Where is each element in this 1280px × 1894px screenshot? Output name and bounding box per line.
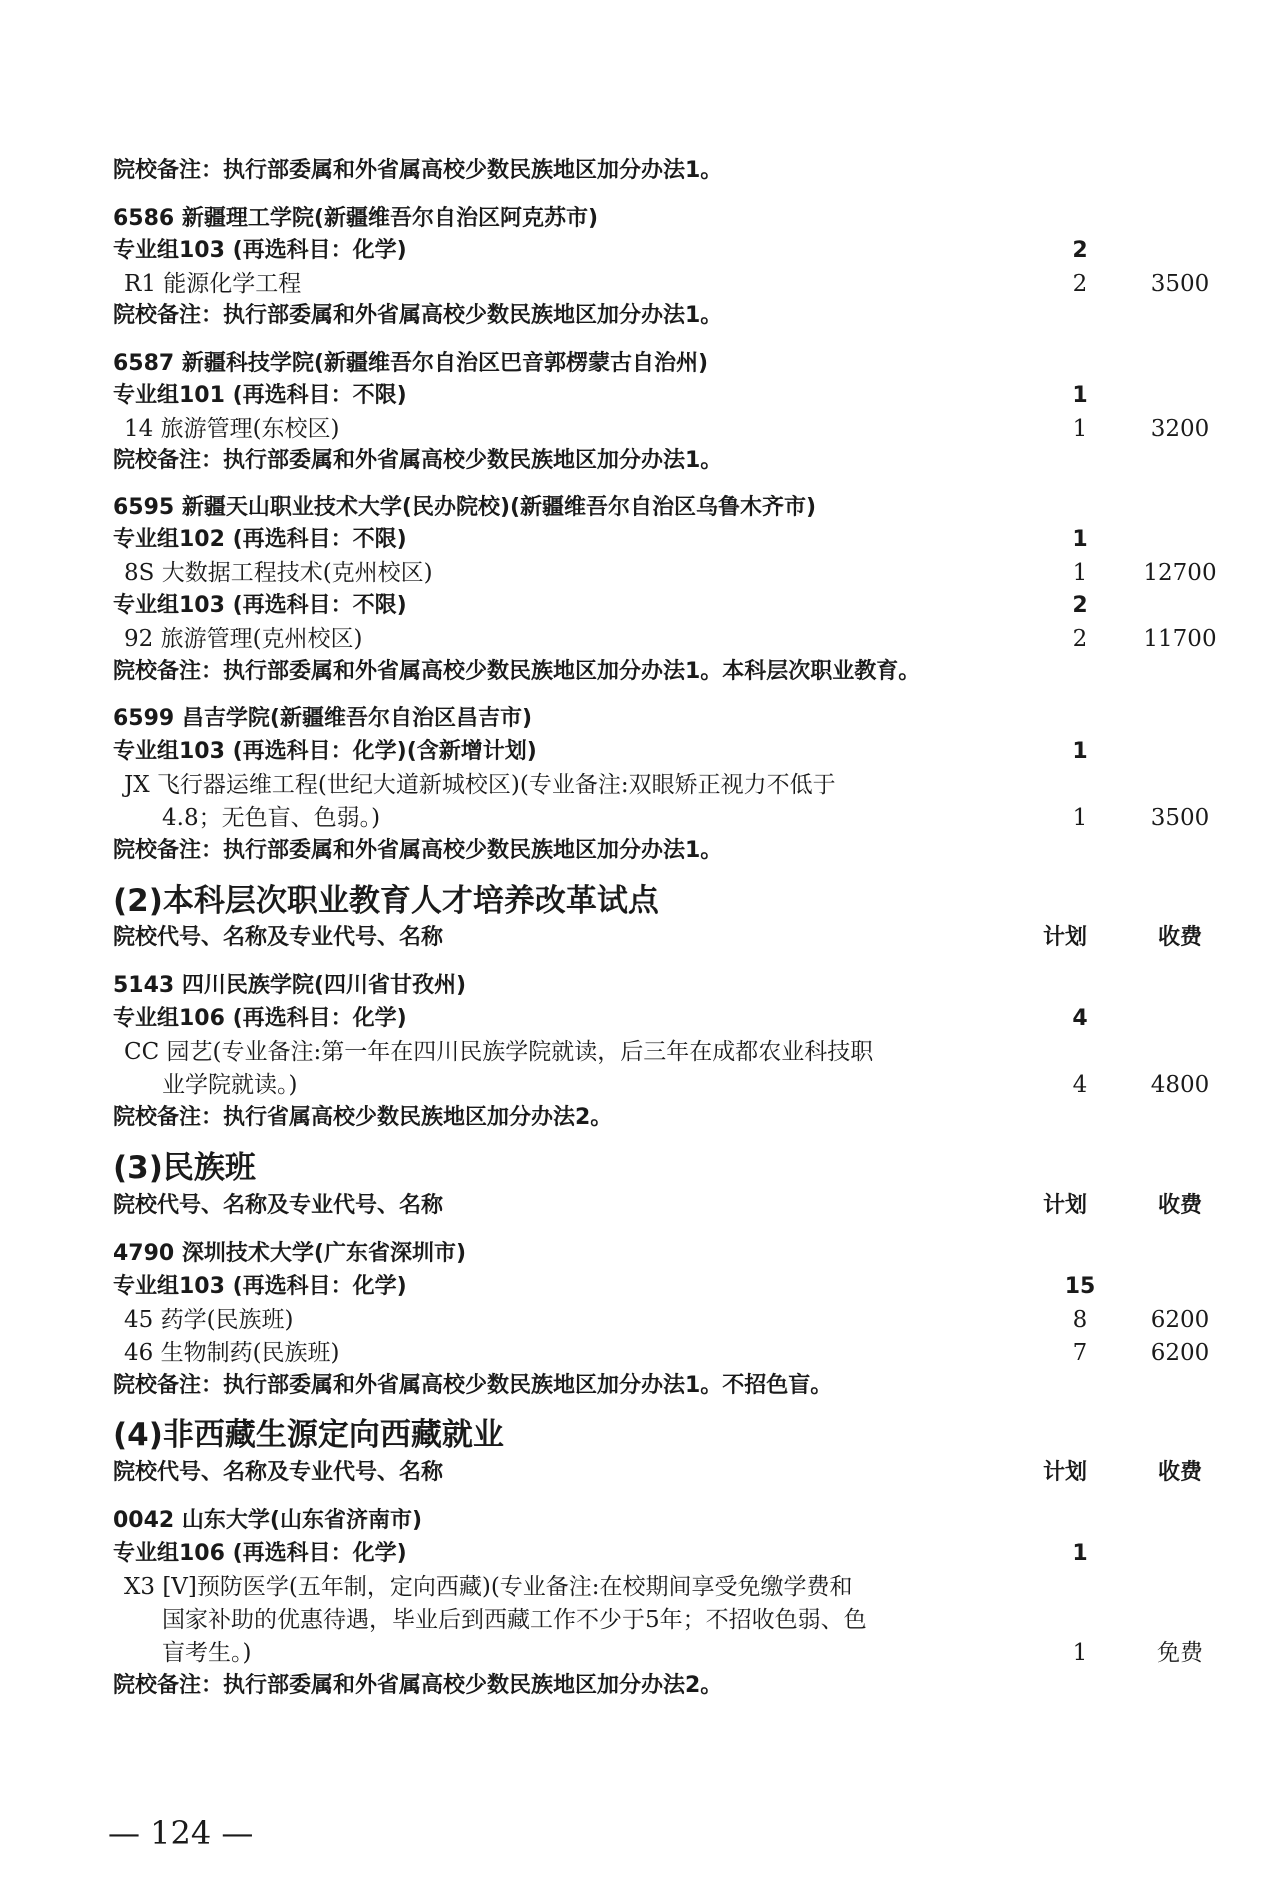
school-name: 4790 深圳技术大学(广东省深圳市) xyxy=(113,1241,466,1266)
major-group-row xyxy=(0,736,1280,768)
major-plan: 8 xyxy=(1072,1307,1088,1333)
major-row xyxy=(0,413,1280,445)
major-group-row xyxy=(0,1271,1280,1303)
school-heading xyxy=(0,492,1280,524)
school-heading xyxy=(0,703,1280,735)
column-header xyxy=(0,922,1280,954)
note-text: 院校备注：执行部委属和外省属高校少数民族地区加分办法1。不招色盲。 xyxy=(113,1373,833,1398)
school-heading xyxy=(0,203,1280,235)
major-group-row xyxy=(0,524,1280,556)
note-text: 院校备注：执行省属高校少数民族地区加分办法2。 xyxy=(113,1105,613,1130)
major-row xyxy=(0,557,1280,589)
school-note xyxy=(0,656,1280,688)
school-note xyxy=(0,1370,1280,1402)
major-group-count: 1 xyxy=(1072,1541,1088,1566)
column-header-name: 院校代号、名称及专业代号、名称 xyxy=(113,1193,444,1218)
column-header-plan: 计划 xyxy=(1042,1193,1087,1218)
major-group-count: 1 xyxy=(1072,739,1088,764)
column-header-name: 院校代号、名称及专业代号、名称 xyxy=(113,925,444,950)
major-name: 45 药学(民族班) xyxy=(124,1307,294,1333)
note-text: 院校备注：执行部委属和外省属高校少数民族地区加分办法2。 xyxy=(113,1673,723,1698)
section-title: (2)本科层次职业教育人才培养改革试点 xyxy=(113,883,659,919)
major-row-continued xyxy=(0,1604,1280,1636)
note-text: 院校备注：执行部委属和外省属高校少数民族地区加分办法1。 xyxy=(113,303,723,328)
major-group-count: 2 xyxy=(1072,238,1088,263)
school-heading xyxy=(0,1238,1280,1270)
major-row xyxy=(0,623,1280,655)
major-name: 8S 大数据工程技术(克州校区) xyxy=(124,560,433,586)
major-name: X3 [V]预防医学(五年制，定向西藏)(专业备注:在校期间享受免缴学费和 xyxy=(124,1574,853,1600)
column-header-fee: 收费 xyxy=(1157,1460,1202,1485)
page-number: — 124 — xyxy=(108,1814,254,1852)
major-row-continued xyxy=(0,1069,1280,1101)
major-fee: 6200 xyxy=(1150,1307,1210,1333)
major-name-continued: 业学院就读。) xyxy=(162,1072,298,1098)
school-name: 6587 新疆科技学院(新疆维吾尔自治区巴音郭楞蒙古自治州) xyxy=(113,351,709,376)
major-row xyxy=(0,268,1280,300)
school-name: 5143 四川民族学院(四川省甘孜州) xyxy=(113,973,466,998)
column-header-name: 院校代号、名称及专业代号、名称 xyxy=(113,1460,444,1485)
school-note xyxy=(0,300,1280,332)
major-group-count: 1 xyxy=(1072,383,1088,408)
major-group-label: 专业组103 (再选科目：化学)(含新增计划) xyxy=(113,739,537,764)
note-text: 院校备注：执行部委属和外省属高校少数民族地区加分办法1。 xyxy=(113,158,723,183)
major-fee: 3500 xyxy=(1150,271,1210,297)
school-note xyxy=(0,155,1280,187)
major-row xyxy=(0,769,1280,801)
major-name-continued: 盲考生。) xyxy=(162,1640,252,1666)
major-group-count: 4 xyxy=(1072,1006,1088,1031)
school-name: 6595 新疆天山职业技术大学(民办院校)(新疆维吾尔自治区乌鲁木齐市) xyxy=(113,495,817,520)
major-plan: 7 xyxy=(1072,1340,1088,1366)
school-heading xyxy=(0,970,1280,1002)
major-group-row xyxy=(0,380,1280,412)
major-plan: 1 xyxy=(1072,1640,1088,1666)
major-fee: 免费 xyxy=(1157,1640,1203,1666)
major-group-row xyxy=(0,590,1280,622)
major-group-label: 专业组106 (再选科目：化学) xyxy=(113,1541,407,1566)
school-note xyxy=(0,1670,1280,1702)
major-name: 46 生物制药(民族班) xyxy=(124,1340,340,1366)
major-row xyxy=(0,1036,1280,1068)
major-group-row xyxy=(0,1538,1280,1570)
school-heading xyxy=(0,348,1280,380)
major-fee: 4800 xyxy=(1150,1072,1210,1098)
major-plan: 4 xyxy=(1072,1072,1088,1098)
school-name: 0042 山东大学(山东省济南市) xyxy=(113,1508,422,1533)
major-group-count: 15 xyxy=(1064,1274,1096,1299)
major-plan: 2 xyxy=(1072,271,1088,297)
major-name-continued: 4.8；无色盲、色弱。) xyxy=(162,805,381,831)
major-fee: 12700 xyxy=(1143,560,1217,586)
note-text: 院校备注：执行部委属和外省属高校少数民族地区加分办法1。本科层次职业教育。 xyxy=(113,659,921,684)
major-group-row xyxy=(0,235,1280,267)
section-title: (4)非西藏生源定向西藏就业 xyxy=(113,1417,504,1453)
major-plan: 1 xyxy=(1072,416,1088,442)
major-group-count: 2 xyxy=(1072,593,1088,618)
major-row xyxy=(0,1337,1280,1369)
school-heading xyxy=(0,1505,1280,1537)
major-plan: 1 xyxy=(1072,805,1088,831)
note-text: 院校备注：执行部委属和外省属高校少数民族地区加分办法1。 xyxy=(113,448,723,473)
major-name: JX 飞行器运维工程(世纪大道新城校区)(专业备注:双眼矫正视力不低于 xyxy=(124,772,836,798)
section-title: (3)民族班 xyxy=(113,1150,256,1186)
major-fee: 6200 xyxy=(1150,1340,1210,1366)
major-row-continued xyxy=(0,802,1280,834)
column-header xyxy=(0,1190,1280,1222)
major-group-row xyxy=(0,1003,1280,1035)
major-group-label: 专业组103 (再选科目：不限) xyxy=(113,593,407,618)
major-row xyxy=(0,1571,1280,1603)
major-fee: 3500 xyxy=(1150,805,1210,831)
note-text: 院校备注：执行部委属和外省属高校少数民族地区加分办法1。 xyxy=(113,838,723,863)
column-header-plan: 计划 xyxy=(1042,1460,1087,1485)
school-note xyxy=(0,445,1280,477)
major-row xyxy=(0,1304,1280,1336)
column-header-plan: 计划 xyxy=(1042,925,1087,950)
column-header-fee: 收费 xyxy=(1157,925,1202,950)
major-name: 14 旅游管理(东校区) xyxy=(124,416,340,442)
major-group-count: 1 xyxy=(1072,527,1088,552)
major-name: 92 旅游管理(克州校区) xyxy=(124,626,363,652)
major-name-continued: 国家补助的优惠待遇，毕业后到西藏工作不少于5年；不招收色弱、色 xyxy=(162,1607,867,1633)
school-name: 6586 新疆理工学院(新疆维吾尔自治区阿克苏市) xyxy=(113,206,599,231)
major-group-label: 专业组103 (再选科目：化学) xyxy=(113,1274,407,1299)
column-header-fee: 收费 xyxy=(1157,1193,1202,1218)
major-plan: 2 xyxy=(1072,626,1088,652)
major-group-label: 专业组106 (再选科目：化学) xyxy=(113,1006,407,1031)
major-row-continued xyxy=(0,1637,1280,1669)
major-group-label: 专业组103 (再选科目：化学) xyxy=(113,238,407,263)
major-plan: 1 xyxy=(1072,560,1088,586)
school-note xyxy=(0,1102,1280,1134)
major-name: R1 能源化学工程 xyxy=(124,271,302,297)
major-group-label: 专业组101 (再选科目：不限) xyxy=(113,383,407,408)
major-group-label: 专业组102 (再选科目：不限) xyxy=(113,527,407,552)
school-name: 6599 昌吉学院(新疆维吾尔自治区昌吉市) xyxy=(113,706,533,731)
column-header xyxy=(0,1457,1280,1489)
school-note xyxy=(0,835,1280,867)
major-name: CC 园艺(专业备注:第一年在四川民族学院就读，后三年在成都农业科技职 xyxy=(124,1039,874,1065)
major-fee: 3200 xyxy=(1150,416,1210,442)
major-fee: 11700 xyxy=(1143,626,1217,652)
